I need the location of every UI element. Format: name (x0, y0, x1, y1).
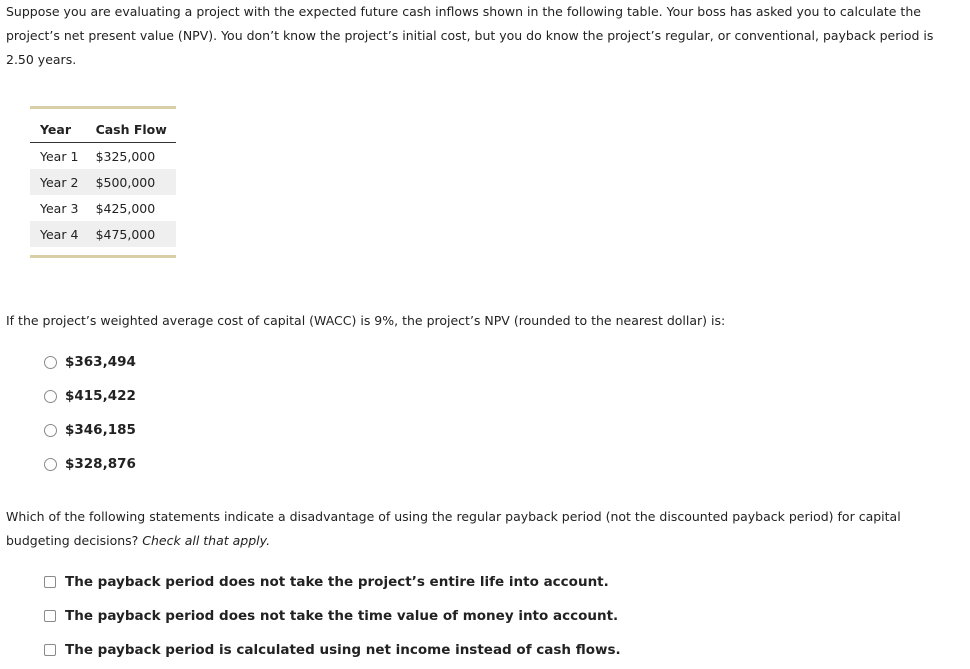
npv-option[interactable] (44, 379, 136, 413)
checkbox[interactable] (44, 644, 56, 656)
question1-text: If the project’s weighted average cost of capital (WACC) is 9%, the project’s NPV (rounded to the nearest dollar) is: (6, 313, 726, 328)
disadvantage-option[interactable] (44, 599, 621, 633)
radio-button[interactable] (44, 356, 57, 369)
row-cash-flow: $425,000 (95, 200, 156, 216)
npv-option-label: $346,185 (65, 422, 136, 438)
table-row (30, 221, 176, 247)
checkbox[interactable] (44, 576, 56, 588)
question2-text (6, 505, 956, 553)
intro-paragraph: Suppose you are evaluating a project with the expected future cash inflows shown in the following table. Your boss has asked you to calculate the project’s net present value (NPV). You don’t know the project’s initial cost, but you do know the project’s regular, or conventional, payback period is 2.50 years. (6, 4, 934, 67)
table-row (30, 169, 176, 195)
table-row (30, 195, 176, 221)
radio-button[interactable] (44, 458, 57, 471)
question2-instruction: Check all that apply. (142, 533, 271, 548)
disadvantage-option[interactable] (44, 565, 621, 599)
row-cash-flow: $475,000 (86, 221, 176, 247)
disadvantage-option-label: The payback period does not take the time value of money into account. (65, 608, 619, 624)
table-row (30, 143, 176, 170)
question2-prompt: Which of the following statements indicate a disadvantage of using the regular payback period (not the discounted payback period) for capital budgeting decisions? (6, 509, 901, 548)
radio-button[interactable] (44, 390, 57, 403)
header-cash-flow: Cash Flow (86, 117, 176, 143)
npv-options-list (44, 345, 136, 481)
disadvantage-option-label: The payback period is calculated using net income instead of cash flows. (65, 642, 621, 658)
row-cash-flow: $500,000 (86, 169, 176, 195)
npv-option-label: $415,422 (65, 388, 136, 404)
cash-flow-table (30, 117, 176, 247)
table-header-row (30, 117, 176, 143)
header-year: Year (30, 117, 86, 143)
row-year: Year 3 (40, 200, 79, 216)
npv-option[interactable] (44, 345, 136, 379)
cash-flow-table-wrapper (30, 106, 176, 258)
radio-button[interactable] (44, 424, 57, 437)
row-year: Year 1 (40, 148, 79, 164)
npv-option[interactable] (44, 447, 136, 481)
disadvantage-options-list (44, 565, 621, 667)
row-year: Year 4 (30, 221, 86, 247)
npv-option-label: $363,494 (65, 354, 136, 370)
row-year: Year 2 (30, 169, 86, 195)
npv-option[interactable] (44, 413, 136, 447)
disadvantage-option-label: The payback period does not take the project’s entire life into account. (65, 574, 609, 590)
disadvantage-option[interactable] (44, 633, 621, 667)
row-cash-flow: $325,000 (95, 148, 156, 164)
checkbox[interactable] (44, 610, 56, 622)
npv-option-label: $328,876 (65, 456, 136, 472)
